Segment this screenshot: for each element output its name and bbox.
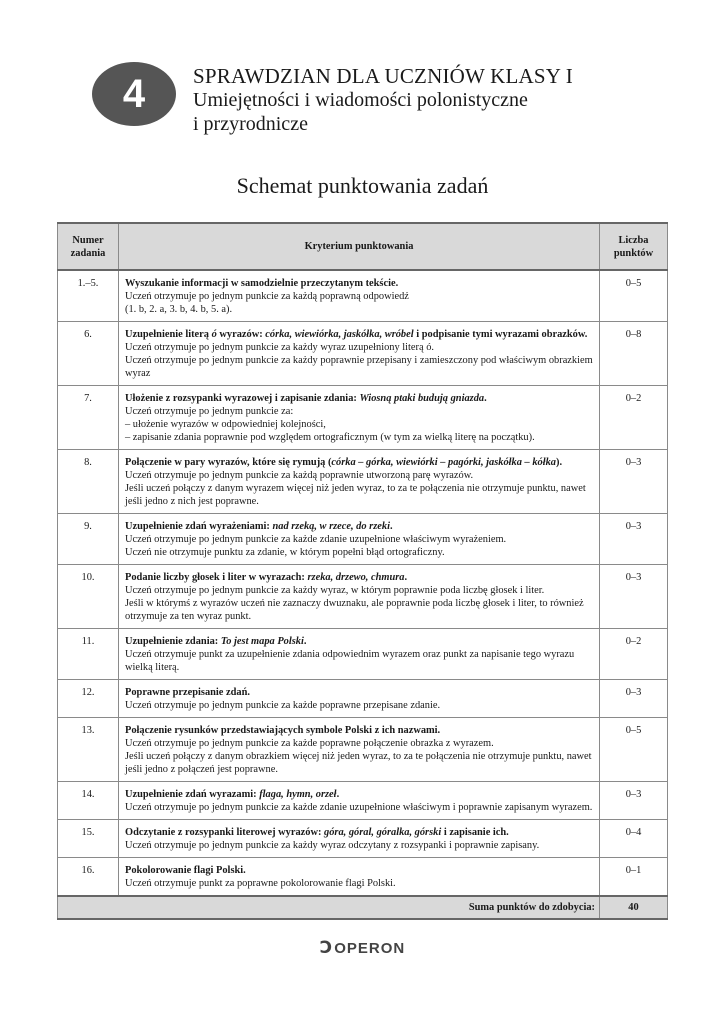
criterion-cell: [119, 270, 600, 322]
test-subtitle-line1: Umiejętności i wiadomości polonistyczne: [193, 89, 528, 111]
criterion-cell: [119, 386, 600, 450]
criterion-line: Uczeń otrzymuje po jednym punkcie za każdy poprawnie przepisany i zamieszczony pod właściwym obrazkiem wyraz: [125, 355, 593, 379]
criterion-title: Poprawne przepisanie zdań.: [125, 687, 250, 698]
criterion-cell: [119, 514, 600, 565]
criterion-line: Jeśli uczeń połączy z danym wyrazem więcej niż jeden wyraz, to za te połączenia nie otrzymuje punktu, nawet jeśli jedno z nich jest poprawne.: [125, 483, 586, 507]
table-row: [58, 680, 668, 718]
task-number: 14.: [58, 782, 119, 820]
table-header-row: [58, 223, 668, 270]
criterion-title: Odczytanie z rozsypanki literowej wyrazów: góra, góral, góralka, górski i zapisanie ich.: [125, 827, 509, 838]
criterion-title: Wyszukanie informacji w samodzielnie przeczytanym tekście.: [125, 278, 399, 289]
operon-logo-mark: Ↄ: [319, 938, 334, 957]
criterion-cell: [119, 322, 600, 386]
section-number: 4: [122, 71, 146, 116]
table-row: [58, 782, 668, 820]
criterion-line: Uczeń otrzymuje punkt za poprawne pokolorowanie flagi Polski.: [125, 878, 396, 889]
points-value: 0–2: [600, 629, 668, 680]
criterion-cell: [119, 629, 600, 680]
points-value: 0–5: [600, 270, 668, 322]
task-number: 7.: [58, 386, 119, 450]
criterion-title: Uzupełnienie literą ó wyrazów: córka, wiewiórka, jaskółka, wróbel i podpisanie tymi wyrazami obrazków.: [125, 329, 588, 340]
criterion-cell: [119, 782, 600, 820]
sum-row: [58, 896, 668, 919]
table-row: [58, 858, 668, 897]
table-row: [58, 386, 668, 450]
test-subtitle-line2: i przyrodnicze: [193, 113, 308, 135]
points-value: 0–3: [600, 450, 668, 514]
section-title: Schemat punktowania zadań: [236, 173, 489, 198]
criterion-title: Pokolorowanie flagi Polski.: [125, 865, 246, 876]
criterion-line: Uczeń otrzymuje po jednym punkcie za każdy wyraz uzupełniony literą ó.: [125, 342, 435, 353]
criterion-title: Podanie liczby głosek i liter w wyrazach: rzeka, drzewo, chmura.: [125, 572, 408, 583]
task-number: 16.: [58, 858, 119, 897]
points-value: 0–8: [600, 322, 668, 386]
points-value: 0–3: [600, 514, 668, 565]
header-number-line1: Numer: [72, 234, 104, 246]
points-value: 0–4: [600, 820, 668, 858]
criterion-line: Jeśli w którymś z wyrazów uczeń nie zaznaczy dwuznaku, ale poprawnie poda liczbę głosek i liter, to również otrzymuje za ten wyraz punkt.: [125, 598, 584, 622]
points-value: 0–1: [600, 858, 668, 897]
table-row: [58, 629, 668, 680]
criterion-line: Uczeń otrzymuje po jednym punkcie za każde zdanie uzupełnione właściwym i poprawnie zapisanym wyrazem.: [125, 802, 593, 813]
task-number: 11.: [58, 629, 119, 680]
criterion-cell: [119, 565, 600, 629]
criterion-cell: [119, 820, 600, 858]
criterion-line: Uczeń otrzymuje po jednym punkcie za każdą poprawnie utworzoną parę wyrazów.: [125, 470, 474, 481]
criterion-line: Uczeń otrzymuje po jednym punkcie za każde zdanie uzupełnione właściwym wyrażeniem.: [125, 534, 507, 545]
table-row: [58, 514, 668, 565]
criterion-cell: [119, 718, 600, 782]
table-row: [58, 820, 668, 858]
header-points-line2: punktów: [613, 247, 654, 259]
task-number: 15.: [58, 820, 119, 858]
task-number: 10.: [58, 565, 119, 629]
points-value: 0–3: [600, 680, 668, 718]
header-number: [58, 223, 119, 270]
task-number: 1.–5.: [58, 270, 119, 322]
sum-value: 40: [600, 896, 668, 919]
criterion-title: Uzupełnienie zdań wyrażeniami: nad rzeką, w rzece, do rzeki.: [125, 521, 393, 532]
criterion-title: Połączenie rysunków przedstawiających symbole Polski z ich nazwami.: [125, 725, 441, 736]
criterion-line: Uczeń otrzymuje po jednym punkcie za każde poprawne połączenie obrazka z wyrazem.: [125, 738, 494, 749]
table-row: [58, 565, 668, 629]
criterion-title: Uzupełnienie zdań wyrazami: flaga, hymn, orzeł.: [125, 789, 340, 800]
points-value: 0–3: [600, 782, 668, 820]
criterion-cell: [119, 680, 600, 718]
operon-logo-text: OPERON: [334, 940, 406, 957]
header-points-line1: Liczba: [618, 234, 649, 246]
criterion-line: Uczeń otrzymuje po jednym punkcie za każdą poprawną odpowiedź: [125, 291, 409, 302]
sum-label: Suma punktów do zdobycia:: [58, 896, 600, 919]
page-header: [193, 64, 693, 136]
points-value: 0–5: [600, 718, 668, 782]
task-number: 12.: [58, 680, 119, 718]
operon-logo: [0, 938, 725, 958]
table-row: [58, 322, 668, 386]
task-number: 9.: [58, 514, 119, 565]
criterion-line: Uczeń otrzymuje po jednym punkcie za każde poprawne przepisane zdanie.: [125, 700, 441, 711]
criterion-title: Ułożenie z rozsypanki wyrazowej i zapisanie zdania: Wiosną ptaki budują gniazda.: [125, 393, 487, 404]
header-number-line2: zadania: [70, 247, 106, 259]
criterion-line: Uczeń otrzymuje po jednym punkcie za każdy wyraz, w którym poprawnie poda liczbę głosek i liter.: [125, 585, 545, 596]
table-row: [58, 270, 668, 322]
criterion-line: – ułożenie wyrazów w odpowiedniej kolejności,: [125, 419, 326, 430]
task-number: 6.: [58, 322, 119, 386]
table-row: [58, 718, 668, 782]
criterion-line: Uczeń nie otrzymuje punktu za zdanie, w którym popełni błąd ortograficzny.: [125, 547, 445, 558]
points-value: 0–2: [600, 386, 668, 450]
scoring-table: [57, 222, 668, 920]
section-number-badge: [92, 62, 176, 126]
task-number: 13.: [58, 718, 119, 782]
criterion-line: Uczeń otrzymuje po jednym punkcie za każdy wyraz odczytany z rozsypanki i poprawnie zapisany.: [125, 840, 540, 851]
criterion-title: Uzupełnienie zdania: To jest mapa Polski.: [125, 636, 307, 647]
criterion-cell: [119, 858, 600, 897]
table-row: [58, 450, 668, 514]
points-value: 0–3: [600, 565, 668, 629]
criterion-line: Uczeń otrzymuje punkt za uzupełnienie zdania odpowiednim wyrazem oraz punkt za napisanie tego wyrazu wielką literą.: [125, 649, 575, 673]
criterion-line: (1. b, 2. a, 3. b, 4. b, 5. a).: [125, 304, 233, 315]
header-criterion: Kryterium punktowania: [119, 223, 600, 270]
criterion-line: – zapisanie zdania poprawnie pod względem ortograficznym (w tym za wielką literę na początku).: [125, 432, 535, 443]
task-number: 8.: [58, 450, 119, 514]
criterion-line: Uczeń otrzymuje po jednym punkcie za:: [125, 406, 294, 417]
criterion-line: Jeśli uczeń połączy z danym obrazkiem więcej niż jeden wyraz, to za te połączenia nie otrzymuje punktu, nawet jeśli jedno z połączeń jest poprawne.: [125, 751, 592, 775]
criterion-title: Połączenie w pary wyrazów, które się rymują (córka – górka, wiewiórki – pagórki, jaskółka – kółka).: [125, 457, 563, 468]
header-points: [600, 223, 668, 270]
criterion-cell: [119, 450, 600, 514]
test-title: SPRAWDZIAN DLA UCZNIÓW KLASY I: [193, 64, 573, 88]
